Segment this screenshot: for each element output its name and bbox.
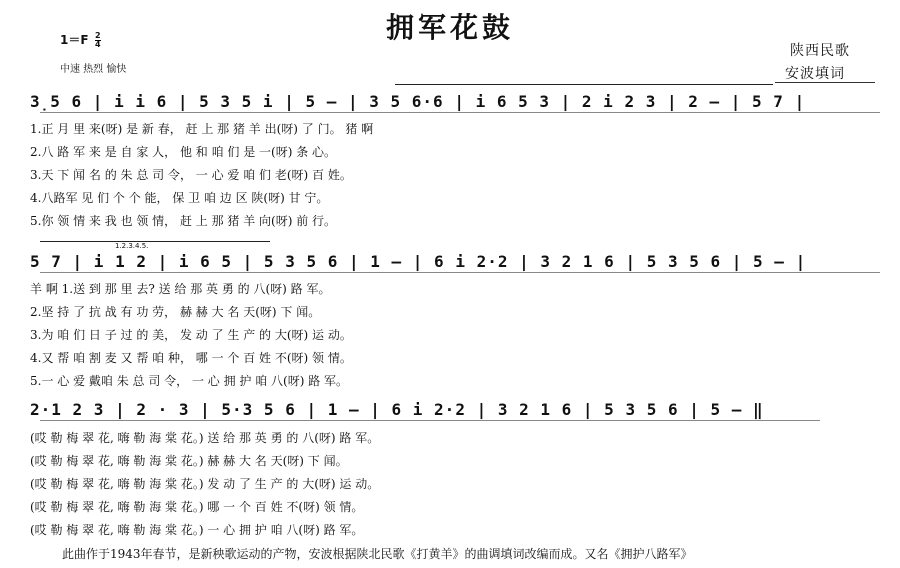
lyric-line: 2.八 路 军 来 是 自 家 人， 他 和 咱 们 是 一(呀) 条 心。	[30, 145, 337, 159]
lyric-line: (哎 勒 梅 翠 花, 嗨 勒 海 棠 花。) 赫 赫 大 名 天(呀) 下 闻。	[30, 454, 348, 468]
lyric-line: 5.一 心 爱 戴咱 朱 总 司 令， 一 心 拥 护 咱 八(呀) 路 军。	[30, 374, 349, 388]
time-signature-bottom: 4	[94, 40, 101, 49]
lyric-line: 3.为 咱 们 日 子 过 的 美， 发 动 了 生 产 的 大(呀) 运 动。	[30, 328, 352, 342]
time-signature-top: 2	[94, 31, 101, 40]
credit-divider	[775, 82, 875, 83]
tie-line	[395, 84, 773, 85]
lyric-line: 4.八路军 见 们 个 个 能， 保 卫 咱 边 区 陕(呀) 甘 宁。	[30, 191, 329, 205]
notation-row-2: 5 7 | i 1 2 | i 6 5 | 5 3 5 6 | 1 – | 6 i 2·2 | 3 2 1 6 | 5 3 5 6 | 5 – |	[30, 252, 807, 271]
lyric-line: (哎 勒 梅 翠 花, 嗨 勒 海 棠 花。) 发 动 了 生 产 的 大(呀) 运 动。	[30, 477, 380, 491]
lyric-line: 5.你 领 情 来 我 也 领 情， 赶 上 那 猪 羊 向(呀) 前 行。	[30, 214, 337, 228]
lyric-line: (哎 勒 梅 翠 花, 嗨 勒 海 棠 花。) 一 心 拥 护 咱 八(呀) 路 军。	[30, 523, 364, 537]
song-title: 拥军花鼓	[385, 11, 514, 44]
lyric-line: 2.坚 持 了 抗 战 有 功 劳， 赫 赫 大 名 天(呀) 下 闻。	[30, 305, 321, 319]
tempo-marking: 中速 热烈 愉快	[60, 64, 127, 75]
lyric-line: 4.又 帮 咱 割 麦 又 帮 咱 种， 哪 一 个 百 姓 不(呀) 领 情。	[30, 351, 352, 365]
notation-row-1: 3̣5 6 | i i 6 | 5 3 5 i | 5 – | 3 5 6·6 | i 6 5 3 | 2 i 2 3 | 2 – | 5 7 |	[30, 92, 806, 111]
underline-beam	[40, 420, 820, 421]
lyric-line: 3.天 下 闻 名 的 朱 总 司 令， 一 心 爱 咱 们 老(呀) 百 姓。	[30, 168, 352, 182]
footnote: 此曲作于1943年春节，是新秧歌运动的产物，安波根据陕北民歌《打黄羊》的曲调填词改编而成。又名《拥护八路军》	[62, 547, 693, 561]
lyric-line: 1.正 月 里 来(呀) 是 新 春， 赶 上 那 猪 羊 出(呀) 了 门。 猪 啊	[30, 122, 374, 136]
time-signature	[95, 32, 101, 49]
underline-beam	[40, 272, 880, 273]
lyric-line: (哎 勒 梅 翠 花, 嗨 勒 海 棠 花。) 送 给 那 英 勇 的 八(呀) 路 军。	[30, 431, 380, 445]
lyric-line: (哎 勒 梅 翠 花, 嗨 勒 海 棠 花。) 哪 一 个 百 姓 不(呀) 领 情。	[30, 500, 364, 514]
origin-credit: 陕西民歌	[790, 43, 850, 59]
volta-label: 1.2.3.4.5.	[115, 242, 149, 250]
underline-beam	[40, 112, 880, 113]
notation-row-3: 2·1 2 3 | 2 · 3 | 5·3 5 6 | 1 – | 6 i 2·2 | 3 2 1 6 | 5 3 5 6 | 5 – ‖	[30, 400, 764, 419]
key-signature	[60, 31, 101, 49]
volta-bracket	[40, 241, 270, 242]
lyric-line: 羊 啊 1.送 到 那 里 去? 送 给 那 英 勇 的 八(呀) 路 军。	[30, 282, 331, 296]
key-label: 1＝F	[60, 33, 89, 47]
lyricist-credit: 安波填词	[785, 66, 845, 82]
